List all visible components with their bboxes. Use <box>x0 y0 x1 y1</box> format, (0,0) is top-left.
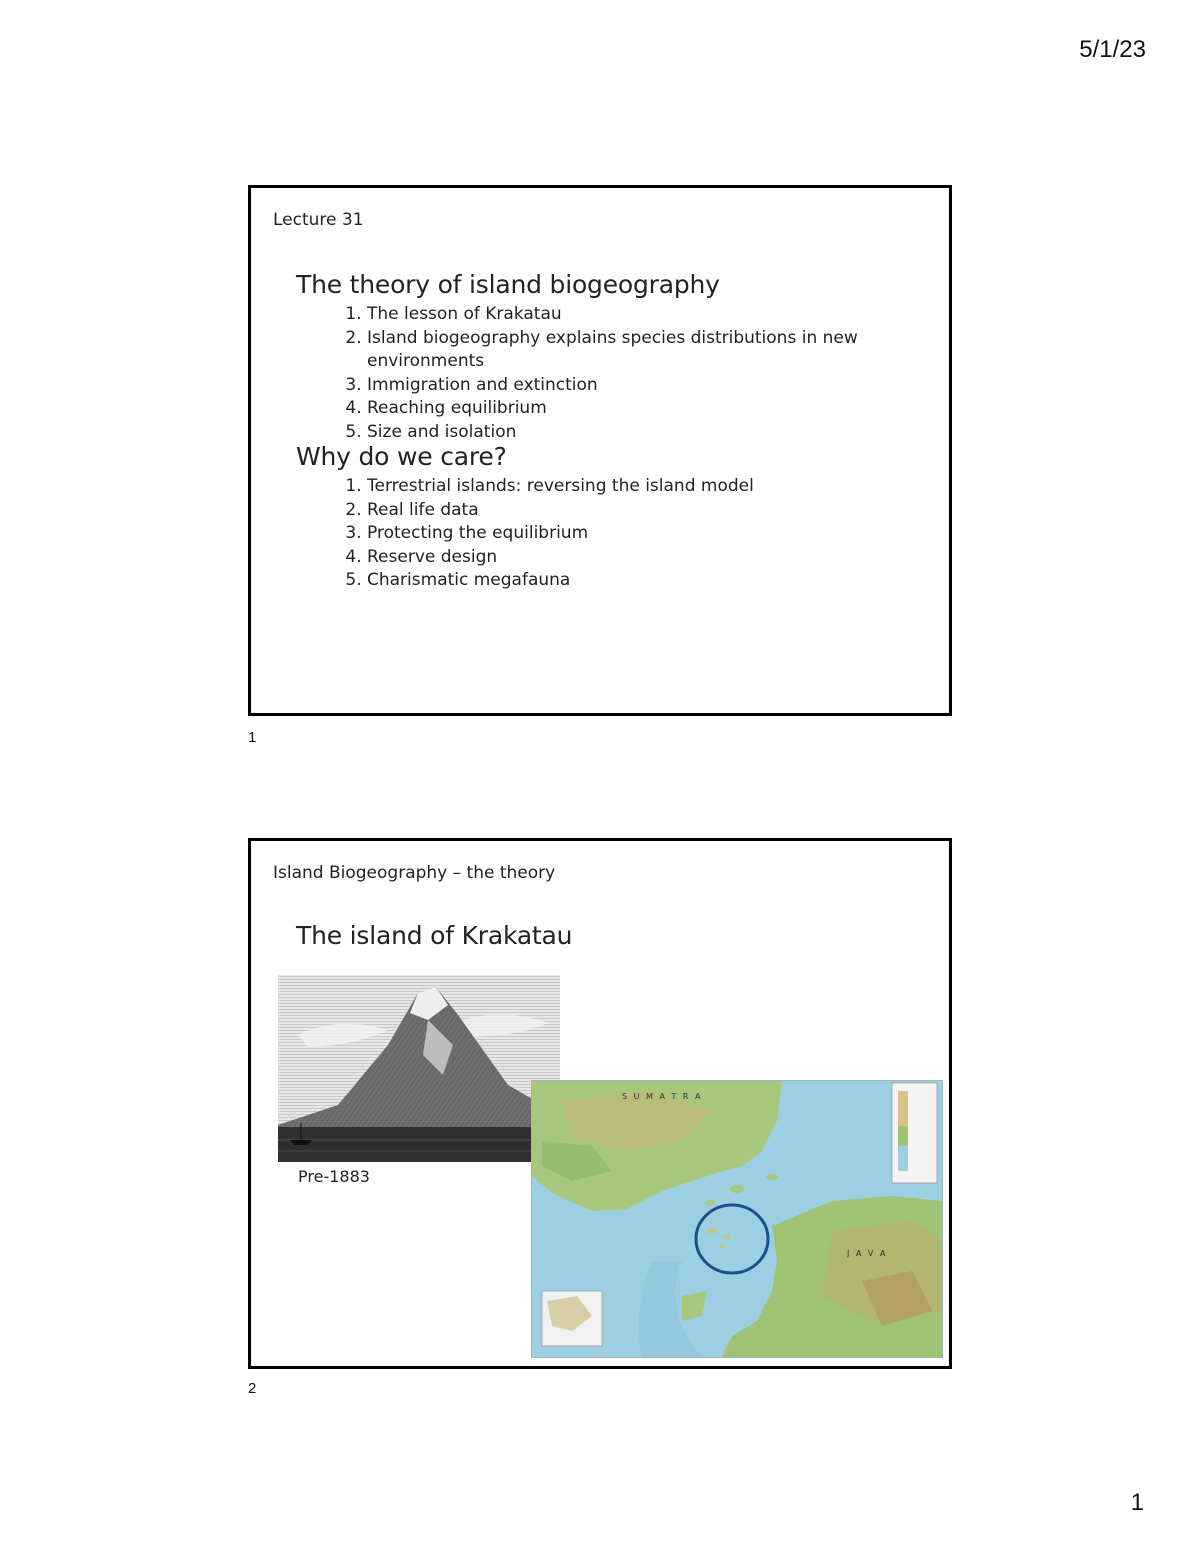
list-item: 1. The lesson of Krakatau <box>367 303 927 327</box>
slide-heading: The island of Krakatau <box>296 921 573 950</box>
topic-list <box>329 475 927 593</box>
slide-kicker: Lecture 31 <box>273 210 364 230</box>
page-number: 1 <box>1130 1489 1144 1516</box>
slide-number: 1 <box>248 729 257 746</box>
list-item: 4. Reaching equilibrium <box>367 397 927 421</box>
topic-list <box>329 303 927 444</box>
list-item: 2. Real life data <box>367 499 927 523</box>
slide-1 <box>248 185 952 716</box>
list-item: 5. Size and isolation <box>367 421 927 445</box>
list-item: 4. Reserve design <box>367 546 927 570</box>
slide-number: 2 <box>248 1380 257 1397</box>
section-heading: The theory of island biogeography <box>296 270 720 299</box>
list-item: 3. Protecting the equilibrium <box>367 522 927 546</box>
list-item: 1. Terrestrial islands: reversing the island model <box>367 475 927 499</box>
image-caption: Pre-1883 <box>298 1167 370 1186</box>
list-item: 2. Island biogeography explains species distributions in new environments <box>367 327 927 374</box>
map-label-sumatra: S U M A T R A <box>622 1092 703 1101</box>
list-item: 3. Immigration and extinction <box>367 374 927 398</box>
map-label-java: J A V A <box>847 1249 888 1258</box>
slide-2 <box>248 838 952 1369</box>
page-date: 5/1/23 <box>1079 36 1146 63</box>
section-heading: Why do we care? <box>296 442 507 471</box>
list-item: 5. Charismatic megafauna <box>367 569 927 593</box>
krakatau-map <box>531 1080 943 1358</box>
slide-kicker: Island Biogeography – the theory <box>273 863 556 883</box>
volcano-engraving <box>278 975 560 1162</box>
